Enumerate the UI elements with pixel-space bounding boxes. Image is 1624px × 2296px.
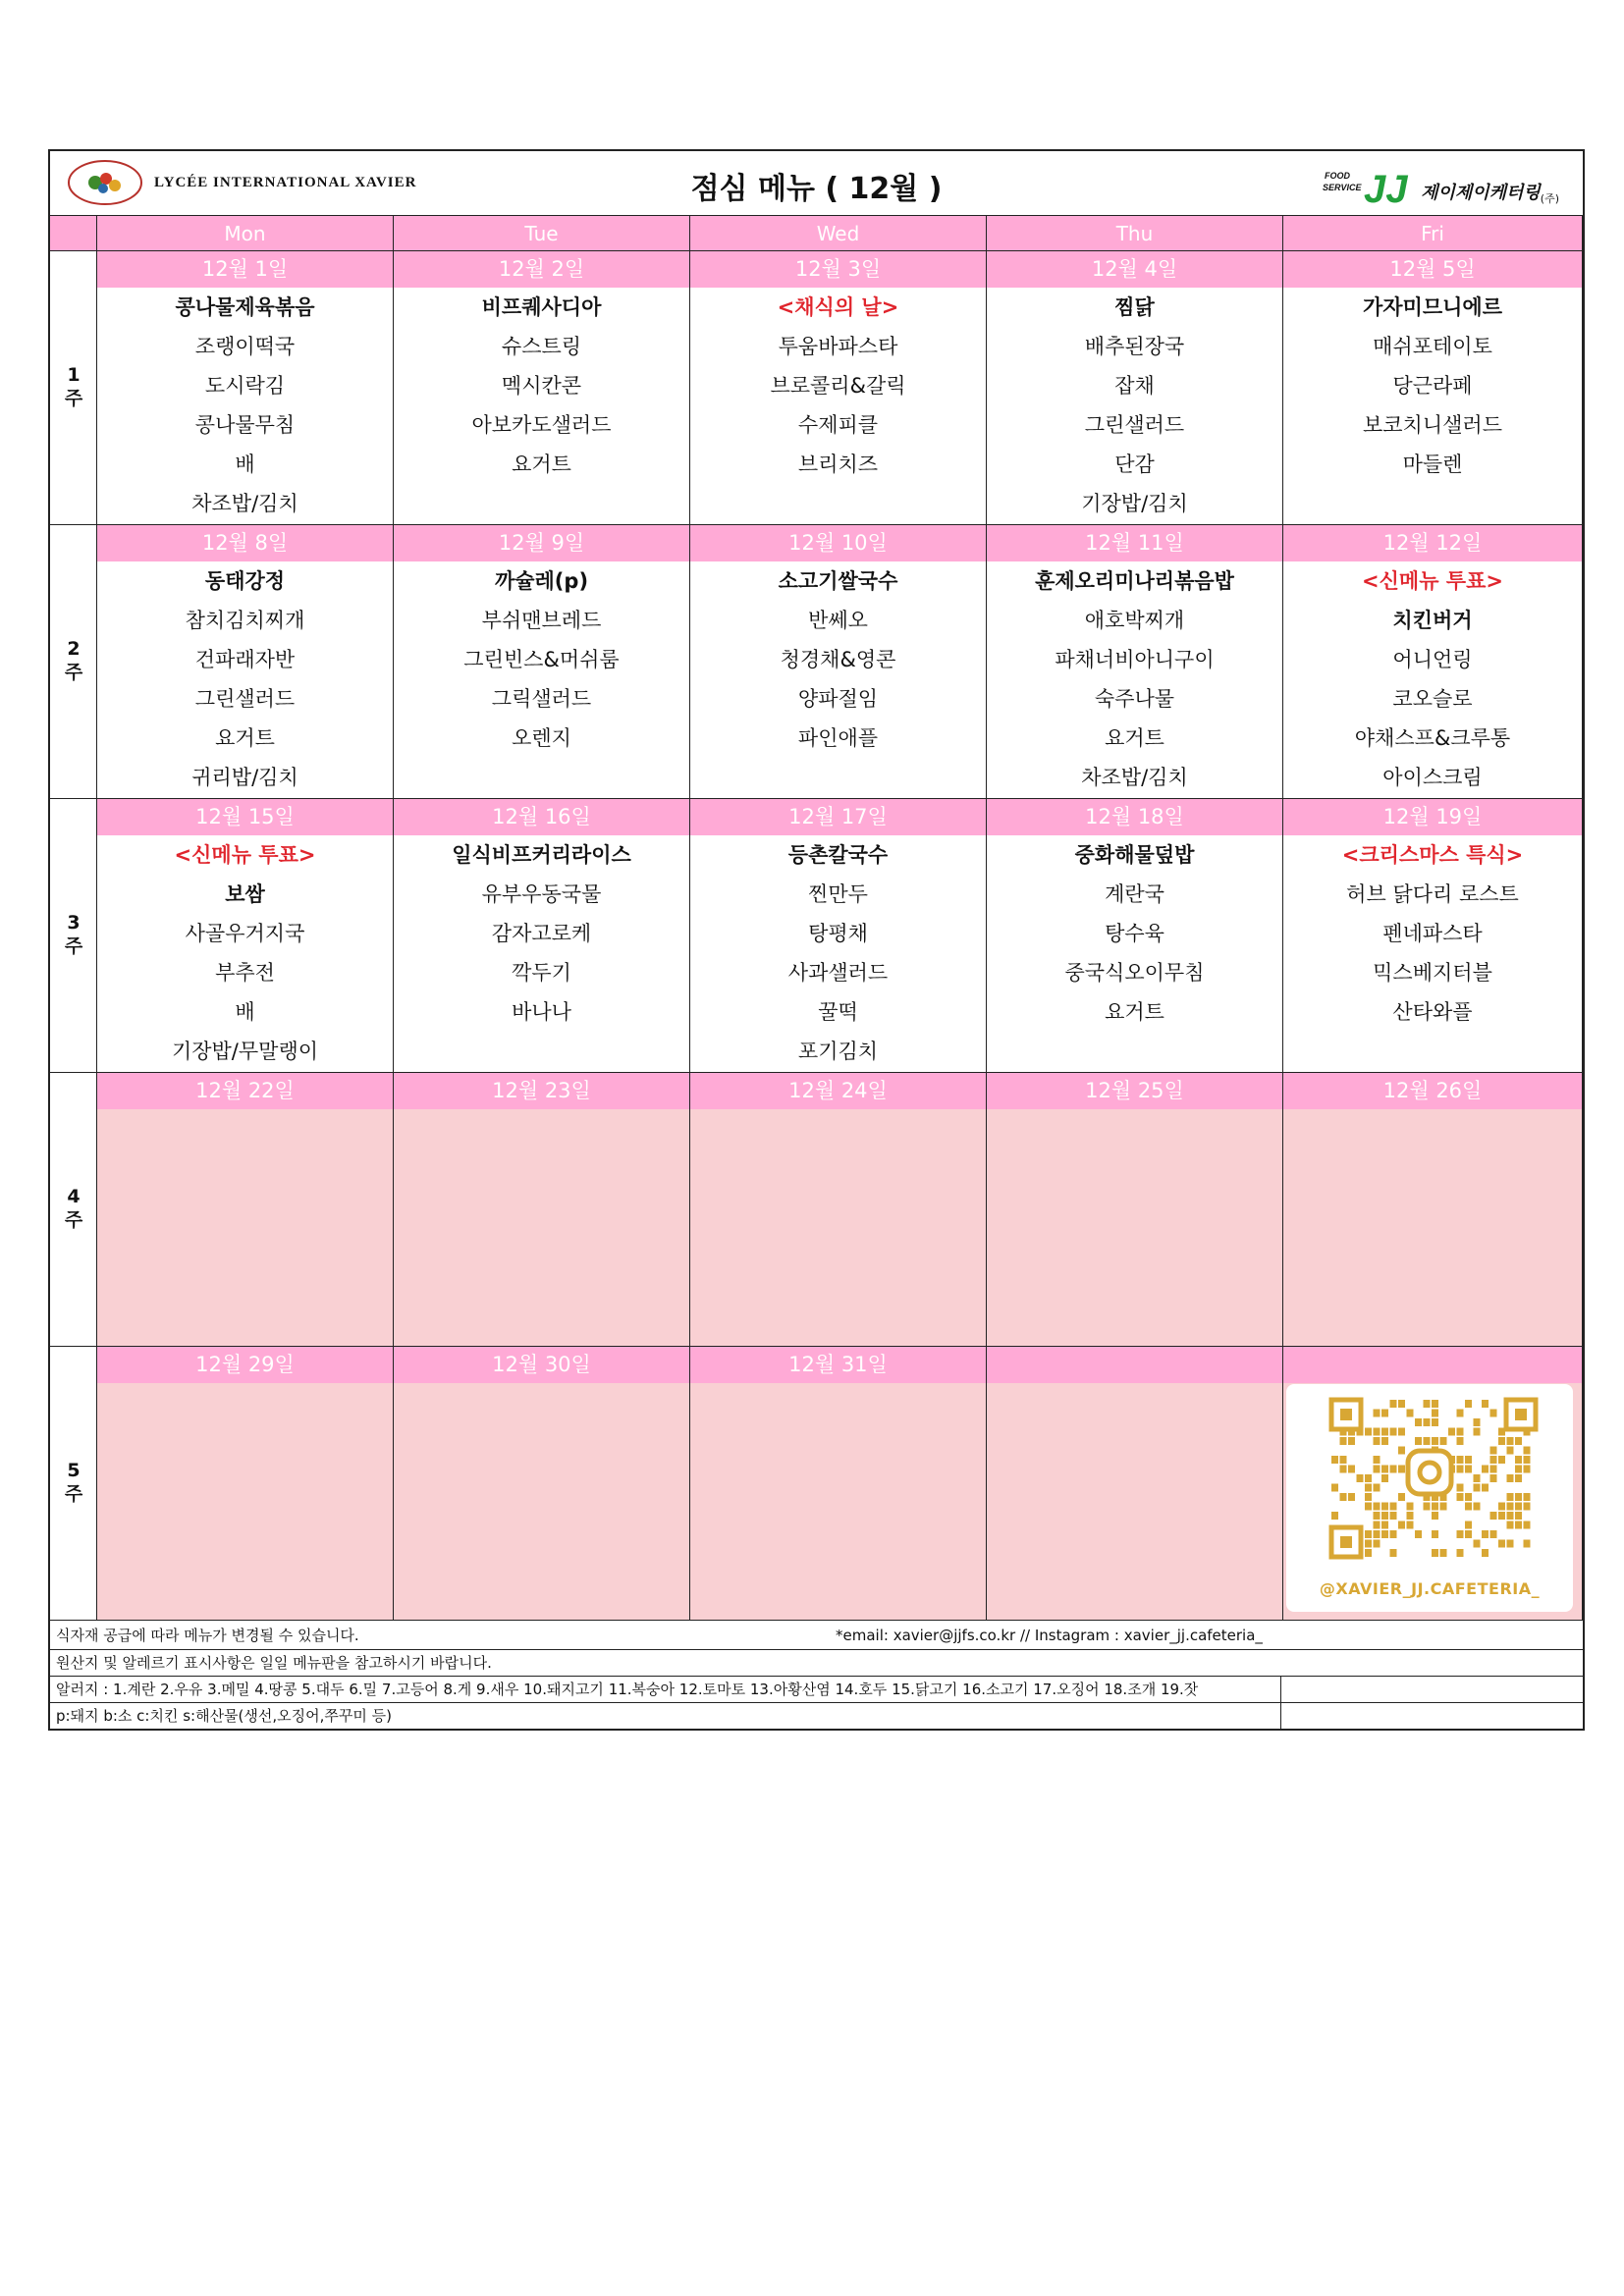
date-header: 12월 3일 bbox=[690, 251, 986, 288]
menu-item: 기장밥/김치 bbox=[1081, 492, 1188, 515]
menu-item: 포기김치 bbox=[797, 1040, 879, 1063]
footer-notice-row bbox=[50, 1623, 1583, 1650]
day-cell bbox=[97, 251, 394, 525]
menu-item: 요거트 bbox=[512, 453, 571, 476]
menu-item: 콩나물무침 bbox=[194, 413, 296, 437]
date-header: 12월 8일 bbox=[97, 525, 393, 561]
day-cell bbox=[394, 799, 690, 1073]
menu-item: 바나나 bbox=[512, 1000, 571, 1024]
week-label-cell bbox=[50, 525, 97, 799]
day-cell bbox=[987, 1073, 1283, 1347]
menu-item: 양파절임 bbox=[797, 687, 879, 711]
menu-item: 파채너비아니구이 bbox=[1055, 648, 1215, 671]
main-dish: 까슐레(p) bbox=[494, 569, 589, 593]
menu-item: 어니언링 bbox=[1392, 648, 1473, 671]
footer-contact: *email: xavier@jjfs.co.kr // Instagram : xavier_jj.cafeteria_ bbox=[836, 1627, 1263, 1644]
date-header: 12월 23일 bbox=[394, 1073, 689, 1109]
day-cell bbox=[690, 251, 987, 525]
main-dish: 찜닭 bbox=[1114, 295, 1155, 319]
menu-item: 슈스트링 bbox=[501, 335, 582, 358]
main-dish: 훈제오리미나리볶음밥 bbox=[1035, 569, 1234, 593]
menu-item: 수제피클 bbox=[797, 413, 879, 437]
main-dish: 소고기쌀국수 bbox=[778, 569, 898, 593]
menu-item: 투움바파스타 bbox=[778, 335, 898, 358]
week-label-cell bbox=[50, 251, 97, 525]
main-dish: 콩나물제육볶음 bbox=[175, 295, 315, 319]
menu-item: 배 bbox=[235, 453, 255, 476]
menu-item: 단감 bbox=[1114, 453, 1155, 476]
menu-items bbox=[690, 288, 986, 484]
menu-items bbox=[394, 835, 689, 1032]
header-corner bbox=[50, 216, 97, 251]
day-cell bbox=[690, 1073, 987, 1347]
day-cell bbox=[690, 799, 987, 1073]
weekday-header-tue: Tue bbox=[394, 216, 690, 251]
menu-item: 그린빈스&머쉬룸 bbox=[463, 648, 620, 671]
date-header: 12월 2일 bbox=[394, 251, 689, 288]
menu-item: 귀리밥/김치 bbox=[191, 766, 298, 789]
footer-legend: p:돼지 b:소 c:치킨 s:해산물(생선,오징어,쭈꾸미 등) bbox=[56, 1707, 392, 1725]
menu-item: 보코치니샐러드 bbox=[1362, 413, 1502, 437]
svg-text:FOOD: FOOD bbox=[1325, 171, 1351, 181]
menu-item: 중국식오이무침 bbox=[1064, 961, 1205, 985]
date-header: 12월 18일 bbox=[987, 799, 1282, 835]
jj-logo-icon bbox=[1323, 165, 1419, 206]
menu-item: 당근라페 bbox=[1392, 374, 1473, 398]
menu-items bbox=[690, 835, 986, 1071]
menu-items bbox=[1283, 288, 1582, 484]
menu-items bbox=[690, 561, 986, 758]
menu-items bbox=[987, 561, 1282, 797]
menu-items bbox=[394, 561, 689, 758]
menu-item: 계란국 bbox=[1105, 882, 1164, 906]
date-header: 12월 24일 bbox=[690, 1073, 986, 1109]
date-header: 12월 26일 bbox=[1283, 1073, 1582, 1109]
menu-item: 애호박찌개 bbox=[1084, 609, 1185, 632]
menu-item: 숙주나물 bbox=[1094, 687, 1175, 711]
menu-item: 배추된장국 bbox=[1084, 335, 1185, 358]
date-header: 12월 10일 bbox=[690, 525, 986, 561]
date-header: 12월 17일 bbox=[690, 799, 986, 835]
menu-header bbox=[50, 151, 1583, 216]
day-cell bbox=[1283, 251, 1583, 525]
menu-item: 산타와플 bbox=[1392, 1000, 1473, 1024]
day-cell bbox=[987, 525, 1283, 799]
menu-item: 코오슬로 bbox=[1392, 687, 1473, 711]
menu-item: 배 bbox=[235, 1000, 255, 1024]
week-label-cell bbox=[50, 1073, 97, 1347]
main-dish: 동태강정 bbox=[204, 569, 286, 593]
day-cell bbox=[97, 1347, 394, 1621]
menu-item: 잡채 bbox=[1114, 374, 1155, 398]
menu-item: 감자고로케 bbox=[491, 922, 592, 945]
menu-item: 부추전 bbox=[215, 961, 275, 985]
day-cell bbox=[1283, 799, 1583, 1073]
main-dish: 등촌칼국수 bbox=[787, 843, 889, 867]
menu-item: 펜네파스타 bbox=[1382, 922, 1483, 945]
svg-text:JJ: JJ bbox=[1364, 168, 1408, 206]
day-cell bbox=[394, 1347, 690, 1621]
menu-item: 멕시칸콘 bbox=[501, 374, 582, 398]
menu-item: 꿀떡 bbox=[818, 1000, 858, 1024]
menu-item: 탕평채 bbox=[808, 922, 868, 945]
menu-item: 요거트 bbox=[215, 726, 275, 750]
page-title: 점심 메뉴 ( 12월 ) bbox=[690, 172, 943, 206]
date-header: 12월 29일 bbox=[97, 1347, 393, 1383]
menu-item: 아이스크림 bbox=[1382, 766, 1483, 789]
menu-item: 건파래자반 bbox=[194, 648, 296, 671]
date-header: 12월 1일 bbox=[97, 251, 393, 288]
main-dish: 치킨버거 bbox=[1392, 609, 1473, 632]
menu-item: 믹스베지터블 bbox=[1373, 961, 1492, 985]
date-header: 12월 19일 bbox=[1283, 799, 1582, 835]
caterer-logo bbox=[1323, 165, 1559, 206]
main-dish: 비프퀘사디아 bbox=[481, 295, 602, 319]
footer-divider bbox=[1280, 1677, 1583, 1702]
date-header: 12월 4일 bbox=[987, 251, 1282, 288]
menu-item: 그릭샐러드 bbox=[491, 687, 592, 711]
date-header: 12월 25일 bbox=[987, 1073, 1282, 1109]
day-cell bbox=[1283, 1347, 1583, 1621]
menu-items bbox=[1283, 561, 1582, 797]
day-cell bbox=[1283, 525, 1583, 799]
menu-item: 사과샐러드 bbox=[787, 961, 889, 985]
menu-items bbox=[97, 561, 393, 797]
footer-allergens: 알러지 : 1.계란 2.우유 3.메밀 4.땅콩 5.대두 6.밀 7.고등어 8.게 9.새우 10.돼지고기 11.복숭아 12.토마토 13.아황산염 14.호두 15.닭고기 16.소고기 17.오징어 18.조개 19.잣 bbox=[56, 1681, 1199, 1698]
weekday-header-fri: Fri bbox=[1283, 216, 1583, 251]
menu-item: 사골우거지국 bbox=[185, 922, 305, 945]
footer-legend-row bbox=[50, 1703, 1583, 1729]
day-cell bbox=[987, 251, 1283, 525]
menu-item: 유부우동국물 bbox=[481, 882, 602, 906]
menu-item: 허브 닭다리 로스트 bbox=[1346, 882, 1519, 906]
date-header: 12월 31일 bbox=[690, 1347, 986, 1383]
menu-item: 깍두기 bbox=[512, 961, 571, 985]
weekday-header-thu: Thu bbox=[987, 216, 1283, 251]
menu-item: 탕수육 bbox=[1105, 922, 1164, 945]
menu-item: 그린샐러드 bbox=[194, 687, 296, 711]
menu-item: 파인애플 bbox=[797, 726, 879, 750]
week-label: 4 주 bbox=[64, 1185, 83, 1231]
day-cell bbox=[394, 1073, 690, 1347]
menu-item: 야채스프&크루통 bbox=[1354, 726, 1511, 750]
menu-item: 도시락김 bbox=[204, 374, 286, 398]
day-cell bbox=[97, 525, 394, 799]
qr-code-icon bbox=[1312, 1396, 1547, 1563]
menu-item: 찐만두 bbox=[808, 882, 868, 906]
footer-allergen-row bbox=[50, 1677, 1583, 1703]
menu-item: 차조밥/김치 bbox=[1081, 766, 1188, 789]
day-cell bbox=[987, 799, 1283, 1073]
svg-text:SERVICE: SERVICE bbox=[1323, 183, 1362, 192]
weekday-header-mon: Mon bbox=[97, 216, 394, 251]
main-dish: 보쌈 bbox=[225, 882, 265, 906]
menu-item: 반쎄오 bbox=[808, 609, 868, 632]
date-header: 12월 22일 bbox=[97, 1073, 393, 1109]
date-header bbox=[987, 1347, 1282, 1383]
menu-item: 부쉬맨브레드 bbox=[481, 609, 602, 632]
menu-item: 요거트 bbox=[1105, 1000, 1164, 1024]
footer-origin-row bbox=[50, 1650, 1583, 1677]
week-label-cell bbox=[50, 799, 97, 1073]
day-cell bbox=[690, 525, 987, 799]
menu-item: 참치김치찌개 bbox=[185, 609, 305, 632]
date-header: 12월 11일 bbox=[987, 525, 1282, 561]
menu-theme-label: <신메뉴 투표> bbox=[174, 843, 316, 867]
caterer-name: 제이제이케터링 bbox=[1421, 183, 1541, 203]
menu-item: 아보카도샐러드 bbox=[471, 413, 612, 437]
weekday-header-wed: Wed bbox=[690, 216, 987, 251]
date-header: 12월 12일 bbox=[1283, 525, 1582, 561]
main-dish: 중화해물덮밥 bbox=[1074, 843, 1195, 867]
day-cell bbox=[987, 1347, 1283, 1621]
week-label: 3 주 bbox=[64, 911, 83, 957]
menu-item: 마들렌 bbox=[1402, 453, 1463, 476]
menu-items bbox=[394, 288, 689, 484]
date-header: 12월 30일 bbox=[394, 1347, 689, 1383]
menu-item: 오렌지 bbox=[512, 726, 571, 750]
day-cell bbox=[1283, 1073, 1583, 1347]
week-label: 1 주 bbox=[64, 363, 83, 409]
week-label: 5 주 bbox=[64, 1459, 83, 1505]
caterer-suffix: (주) bbox=[1540, 192, 1559, 205]
menu-item: 브리치즈 bbox=[797, 453, 879, 476]
menu-theme-label: <채식의 날> bbox=[777, 295, 899, 319]
footer-origin: 원산지 및 알레르기 표시사항은 일일 메뉴판을 참고하시기 바랍니다. bbox=[56, 1654, 492, 1672]
main-dish: 가자미므니에르 bbox=[1362, 295, 1502, 319]
menu-items bbox=[987, 835, 1282, 1032]
menu-item: 청경채&영콘 bbox=[780, 648, 896, 671]
school-name: LYCÉE INTERNATIONAL XAVIER bbox=[154, 174, 417, 190]
main-dish: 일식비프커리라이스 bbox=[452, 843, 631, 867]
menu-theme-label: <크리스마스 특식> bbox=[1341, 843, 1524, 867]
date-header: 12월 15일 bbox=[97, 799, 393, 835]
menu-items bbox=[987, 288, 1282, 523]
footer-divider bbox=[1280, 1703, 1583, 1729]
date-header: 12월 5일 bbox=[1283, 251, 1582, 288]
day-cell bbox=[690, 1347, 987, 1621]
week-label: 2 주 bbox=[64, 637, 83, 683]
instagram-handle: @XAVIER_JJ.CAFETERIA_ bbox=[1319, 1579, 1541, 1598]
menu-item: 기장밥/무말랭이 bbox=[171, 1040, 319, 1063]
menu-items bbox=[97, 835, 393, 1071]
date-header: 12월 9일 bbox=[394, 525, 689, 561]
week-label-cell bbox=[50, 1347, 97, 1621]
date-header: 12월 16일 bbox=[394, 799, 689, 835]
menu-item: 매쉬포테이토 bbox=[1373, 335, 1492, 358]
day-cell bbox=[394, 251, 690, 525]
menu-items bbox=[97, 288, 393, 523]
day-cell bbox=[97, 1073, 394, 1347]
menu-items bbox=[1283, 835, 1582, 1032]
day-cell bbox=[394, 525, 690, 799]
date-header bbox=[1283, 1347, 1582, 1383]
menu-item: 요거트 bbox=[1105, 726, 1164, 750]
menu-item: 차조밥/김치 bbox=[191, 492, 298, 515]
footer-notice: 식자재 공급에 따라 메뉴가 변경될 수 있습니다. bbox=[56, 1627, 359, 1644]
menu-item: 그린샐러드 bbox=[1084, 413, 1185, 437]
instagram-qr-card[interactable] bbox=[1286, 1384, 1573, 1612]
menu-item: 브로콜리&갈릭 bbox=[770, 374, 906, 398]
menu-theme-label: <신메뉴 투표> bbox=[1362, 569, 1503, 593]
menu-item: 조랭이떡국 bbox=[194, 335, 296, 358]
menu-sheet bbox=[48, 149, 1585, 1731]
day-cell bbox=[97, 799, 394, 1073]
